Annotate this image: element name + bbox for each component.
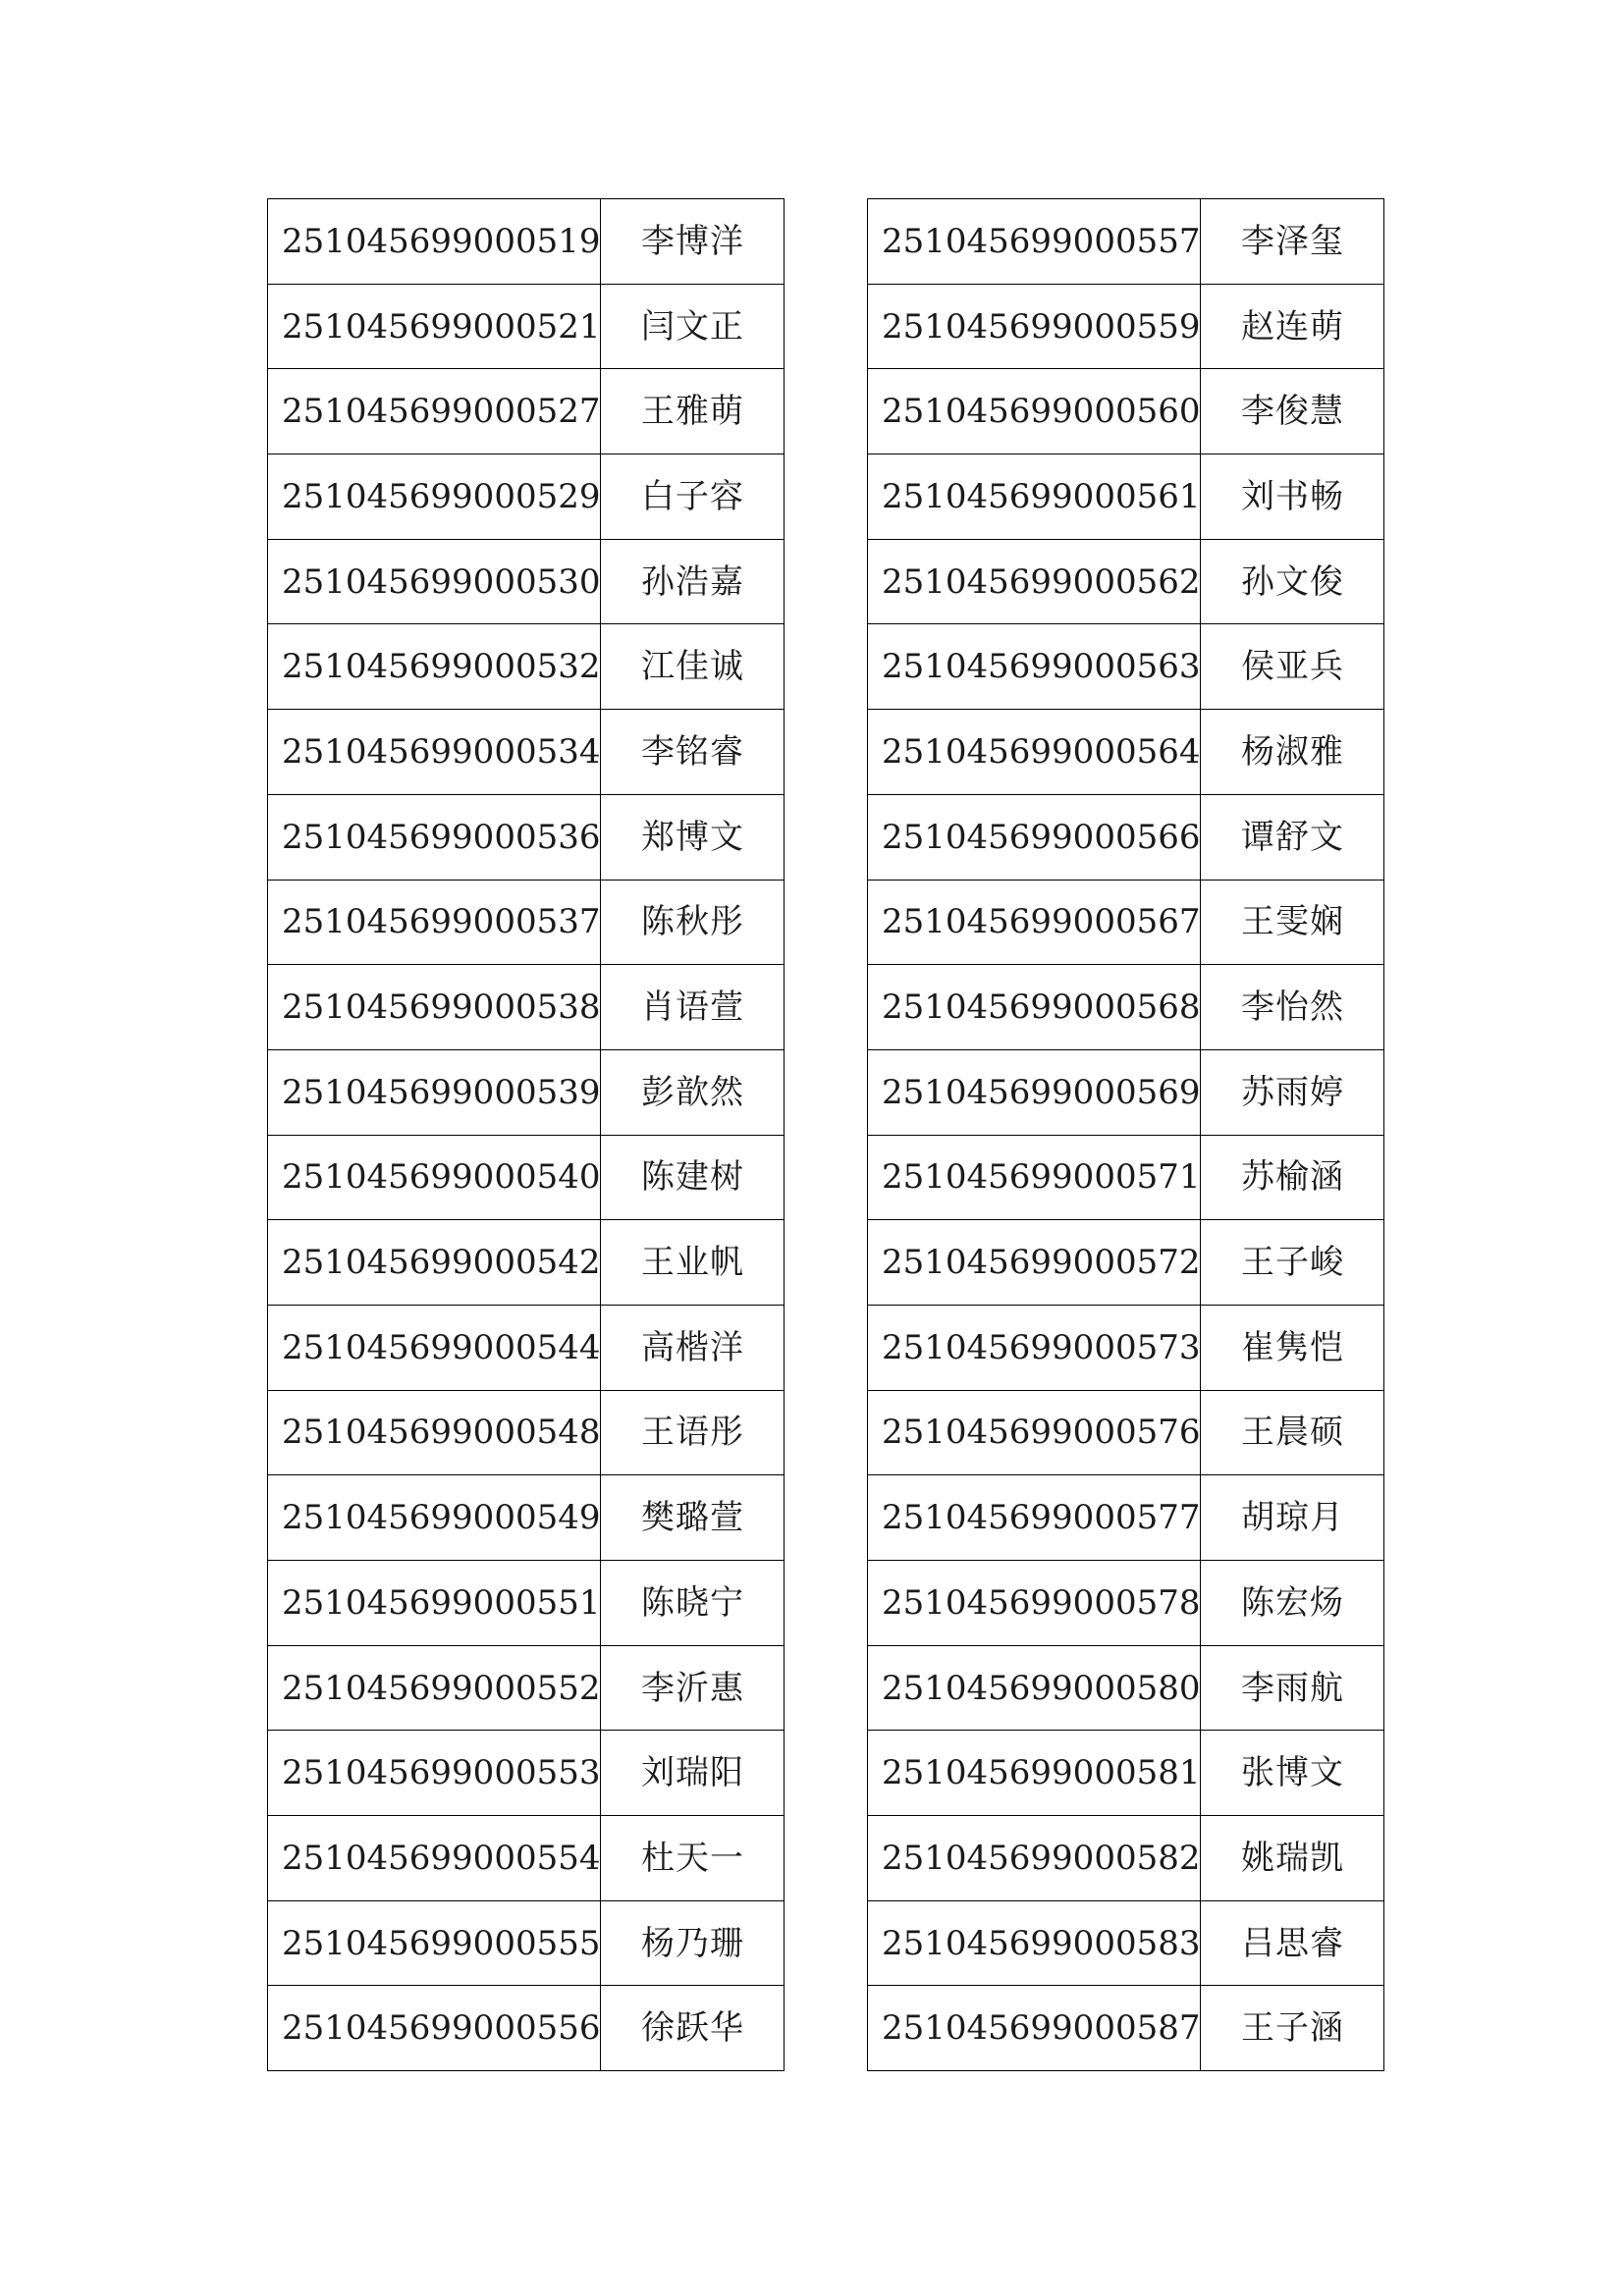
candidate-id-cell: 251045699000587 bbox=[868, 1986, 1201, 2071]
table-row bbox=[268, 1135, 785, 1220]
table-row bbox=[868, 1986, 1384, 2071]
candidate-id-cell: 251045699000538 bbox=[268, 965, 601, 1050]
candidate-name-cell: 郑博文 bbox=[601, 794, 785, 880]
candidate-id-cell: 251045699000540 bbox=[268, 1135, 601, 1220]
table-row bbox=[268, 1220, 785, 1306]
candidate-id-cell: 251045699000568 bbox=[868, 965, 1201, 1050]
candidate-id-cell: 251045699000544 bbox=[268, 1305, 601, 1390]
candidate-name-cell: 赵连萌 bbox=[1201, 284, 1384, 369]
candidate-name-cell: 侯亚兵 bbox=[1201, 624, 1384, 710]
candidate-name-cell: 陈晓宁 bbox=[601, 1561, 785, 1646]
candidate-name-cell: 胡琼月 bbox=[1201, 1475, 1384, 1561]
table-row bbox=[268, 1390, 785, 1475]
table-row bbox=[868, 794, 1384, 880]
candidate-id-cell: 251045699000542 bbox=[268, 1220, 601, 1306]
candidate-id-cell: 251045699000527 bbox=[268, 369, 601, 454]
candidate-name-cell: 苏榆涵 bbox=[1201, 1135, 1384, 1220]
candidate-name-cell: 王子峻 bbox=[1201, 1220, 1384, 1306]
table-row bbox=[868, 1561, 1384, 1646]
candidate-id-cell: 251045699000569 bbox=[868, 1049, 1201, 1135]
table-row bbox=[868, 539, 1384, 624]
candidate-name-cell: 孙浩嘉 bbox=[601, 539, 785, 624]
candidate-id-cell: 251045699000551 bbox=[268, 1561, 601, 1646]
table-row bbox=[868, 965, 1384, 1050]
candidate-name-cell: 李俊慧 bbox=[1201, 369, 1384, 454]
candidate-id-cell: 251045699000557 bbox=[868, 199, 1201, 285]
candidate-name-cell: 杨淑雅 bbox=[1201, 710, 1384, 795]
candidate-name-cell: 闫文正 bbox=[601, 284, 785, 369]
candidate-name-cell: 高楷洋 bbox=[601, 1305, 785, 1390]
table-row bbox=[868, 369, 1384, 454]
candidate-id-cell: 251045699000556 bbox=[268, 1986, 601, 2071]
candidate-name-cell: 白子容 bbox=[601, 454, 785, 540]
candidate-id-cell: 251045699000553 bbox=[268, 1731, 601, 1816]
candidate-id-cell: 251045699000534 bbox=[268, 710, 601, 795]
candidate-id-cell: 251045699000563 bbox=[868, 624, 1201, 710]
candidate-name-cell: 王业帆 bbox=[601, 1220, 785, 1306]
table-row bbox=[268, 1816, 785, 1901]
candidate-name-cell: 樊璐萱 bbox=[601, 1475, 785, 1561]
candidate-id-cell: 251045699000539 bbox=[268, 1049, 601, 1135]
table-row bbox=[268, 369, 785, 454]
table-row bbox=[268, 1900, 785, 1986]
candidate-name-cell: 江佳诚 bbox=[601, 624, 785, 710]
roster-table-right-body bbox=[868, 199, 1384, 2071]
table-row bbox=[268, 1049, 785, 1135]
candidate-id-cell: 251045699000529 bbox=[268, 454, 601, 540]
table-row bbox=[268, 1731, 785, 1816]
candidate-id-cell: 251045699000549 bbox=[268, 1475, 601, 1561]
candidate-id-cell: 251045699000530 bbox=[268, 539, 601, 624]
candidate-name-cell: 王晨硕 bbox=[1201, 1390, 1384, 1475]
table-row bbox=[268, 1475, 785, 1561]
table-row bbox=[268, 1305, 785, 1390]
candidate-name-cell: 陈宏炀 bbox=[1201, 1561, 1384, 1646]
candidate-name-cell: 姚瑞凯 bbox=[1201, 1816, 1384, 1901]
candidate-name-cell: 陈秋彤 bbox=[601, 880, 785, 965]
candidate-name-cell: 王语彤 bbox=[601, 1390, 785, 1475]
candidate-id-cell: 251045699000578 bbox=[868, 1561, 1201, 1646]
candidate-id-cell: 251045699000567 bbox=[868, 880, 1201, 965]
table-row bbox=[868, 710, 1384, 795]
candidate-name-cell: 李泽玺 bbox=[1201, 199, 1384, 285]
candidate-name-cell: 吕思睿 bbox=[1201, 1900, 1384, 1986]
candidate-name-cell: 苏雨婷 bbox=[1201, 1049, 1384, 1135]
table-row bbox=[868, 1900, 1384, 1986]
candidate-name-cell: 李博洋 bbox=[601, 199, 785, 285]
candidate-name-cell: 杜天一 bbox=[601, 1816, 785, 1901]
candidate-name-cell: 王子涵 bbox=[1201, 1986, 1384, 2071]
candidate-id-cell: 251045699000577 bbox=[868, 1475, 1201, 1561]
candidate-name-cell: 陈建树 bbox=[601, 1135, 785, 1220]
candidate-name-cell: 谭舒文 bbox=[1201, 794, 1384, 880]
table-row bbox=[868, 1220, 1384, 1306]
table-row bbox=[868, 1049, 1384, 1135]
candidate-name-cell: 彭歆然 bbox=[601, 1049, 785, 1135]
table-row bbox=[868, 1731, 1384, 1816]
candidate-id-cell: 251045699000521 bbox=[268, 284, 601, 369]
candidate-id-cell: 251045699000582 bbox=[868, 1816, 1201, 1901]
roster-table-left bbox=[267, 198, 785, 2071]
candidate-id-cell: 251045699000573 bbox=[868, 1305, 1201, 1390]
table-row bbox=[868, 454, 1384, 540]
candidate-name-cell: 杨乃珊 bbox=[601, 1900, 785, 1986]
candidate-id-cell: 251045699000576 bbox=[868, 1390, 1201, 1475]
table-row bbox=[868, 1305, 1384, 1390]
candidate-id-cell: 251045699000548 bbox=[268, 1390, 601, 1475]
table-row bbox=[868, 1816, 1384, 1901]
candidate-id-cell: 251045699000559 bbox=[868, 284, 1201, 369]
candidate-id-cell: 251045699000537 bbox=[268, 880, 601, 965]
table-row bbox=[268, 880, 785, 965]
candidate-name-cell: 崔隽恺 bbox=[1201, 1305, 1384, 1390]
candidate-id-cell: 251045699000561 bbox=[868, 454, 1201, 540]
roster-table-right bbox=[867, 198, 1384, 2071]
table-row bbox=[268, 199, 785, 285]
candidate-id-cell: 251045699000560 bbox=[868, 369, 1201, 454]
candidate-name-cell: 李沂惠 bbox=[601, 1645, 785, 1731]
table-row bbox=[868, 880, 1384, 965]
candidate-name-cell: 李怡然 bbox=[1201, 965, 1384, 1050]
table-row bbox=[868, 624, 1384, 710]
candidate-name-cell: 王雯娴 bbox=[1201, 880, 1384, 965]
candidate-id-cell: 251045699000552 bbox=[268, 1645, 601, 1731]
candidate-name-cell: 肖语萱 bbox=[601, 965, 785, 1050]
table-row bbox=[268, 965, 785, 1050]
table-row bbox=[868, 1645, 1384, 1731]
candidate-id-cell: 251045699000562 bbox=[868, 539, 1201, 624]
candidate-id-cell: 251045699000572 bbox=[868, 1220, 1201, 1306]
candidate-id-cell: 251045699000566 bbox=[868, 794, 1201, 880]
table-row bbox=[868, 199, 1384, 285]
candidate-id-cell: 251045699000581 bbox=[868, 1731, 1201, 1816]
candidate-id-cell: 251045699000536 bbox=[268, 794, 601, 880]
table-row bbox=[268, 284, 785, 369]
candidate-name-cell: 孙文俊 bbox=[1201, 539, 1384, 624]
table-row bbox=[268, 710, 785, 795]
table-row bbox=[268, 1986, 785, 2071]
candidate-id-cell: 251045699000555 bbox=[268, 1900, 601, 1986]
candidate-id-cell: 251045699000554 bbox=[268, 1816, 601, 1901]
table-row bbox=[868, 1475, 1384, 1561]
roster-table-left-body bbox=[268, 199, 785, 2071]
candidate-id-cell: 251045699000583 bbox=[868, 1900, 1201, 1986]
table-row bbox=[868, 284, 1384, 369]
table-row bbox=[868, 1135, 1384, 1220]
candidate-name-cell: 王雅萌 bbox=[601, 369, 785, 454]
candidate-id-cell: 251045699000571 bbox=[868, 1135, 1201, 1220]
candidate-name-cell: 李铭睿 bbox=[601, 710, 785, 795]
candidate-id-cell: 251045699000564 bbox=[868, 710, 1201, 795]
candidate-name-cell: 李雨航 bbox=[1201, 1645, 1384, 1731]
candidate-id-cell: 251045699000519 bbox=[268, 199, 601, 285]
table-row bbox=[268, 794, 785, 880]
candidate-name-cell: 张博文 bbox=[1201, 1731, 1384, 1816]
table-row bbox=[868, 1390, 1384, 1475]
candidate-name-cell: 刘书畅 bbox=[1201, 454, 1384, 540]
table-row bbox=[268, 539, 785, 624]
candidate-name-cell: 徐跃华 bbox=[601, 1986, 785, 2071]
candidate-name-cell: 刘瑞阳 bbox=[601, 1731, 785, 1816]
candidate-id-cell: 251045699000532 bbox=[268, 624, 601, 710]
table-row bbox=[268, 454, 785, 540]
table-row bbox=[268, 1561, 785, 1646]
table-row bbox=[268, 1645, 785, 1731]
candidate-id-cell: 251045699000580 bbox=[868, 1645, 1201, 1731]
table-row bbox=[268, 624, 785, 710]
